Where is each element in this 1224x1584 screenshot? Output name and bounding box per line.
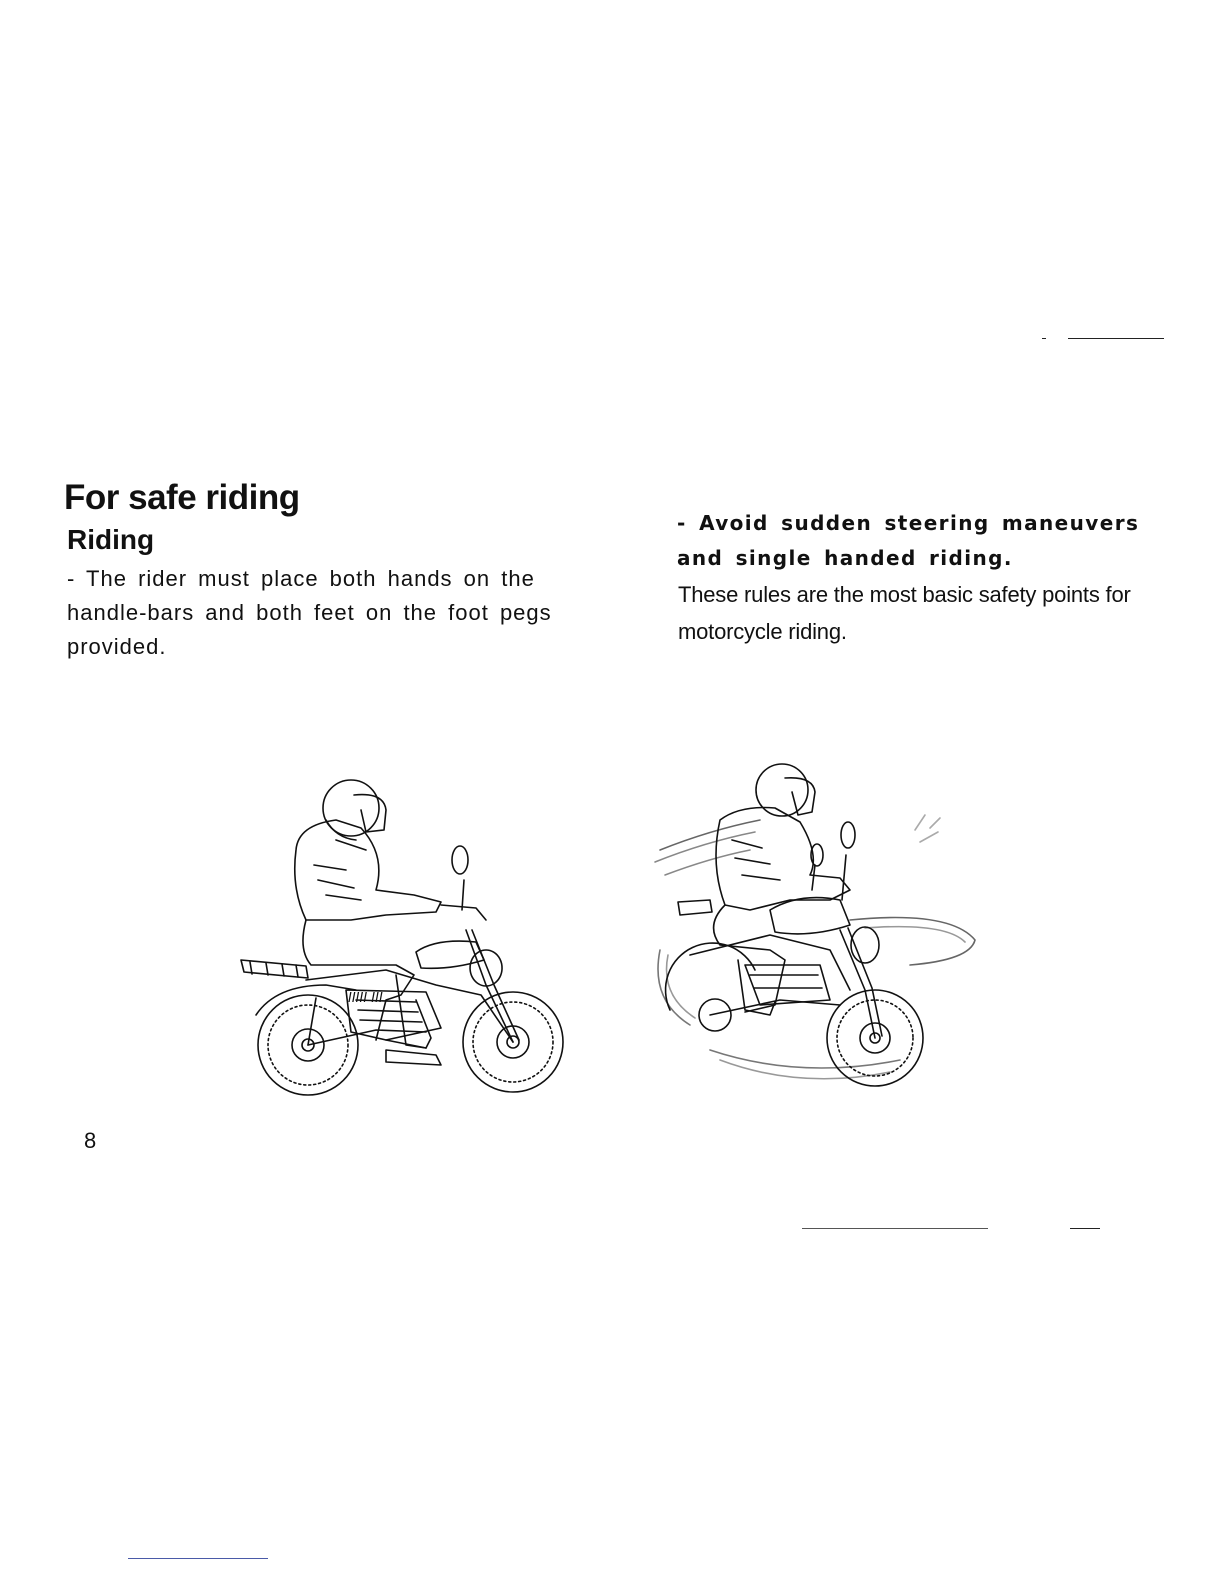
scan-rule-bottom-right	[1070, 1228, 1100, 1229]
page-number: 8	[84, 1128, 97, 1153]
scan-rule-bottom-middle	[802, 1228, 988, 1229]
steering-warning-text: - Avoid sudden steering maneuvers and single handed riding.	[677, 511, 1140, 570]
riding-instruction-text: - The rider must place both hands on the handle-bars and both feet on the foot pegs provided.	[67, 566, 552, 659]
section-heading: Riding	[67, 524, 155, 555]
safety-summary-text: These rules are the most basic safety points for motorcycle riding.	[678, 582, 1131, 644]
scan-rule-bottom-left	[128, 1558, 268, 1559]
svg-text:IIIII III: IIIII III	[348, 991, 383, 1006]
page-title: For safe riding	[64, 478, 300, 517]
rider-sudden-turn-illustration	[650, 760, 990, 1090]
scan-dot-top-right	[1042, 338, 1046, 339]
scan-rule-top-right	[1068, 338, 1164, 339]
rider-correct-posture-illustration	[236, 770, 576, 1100]
